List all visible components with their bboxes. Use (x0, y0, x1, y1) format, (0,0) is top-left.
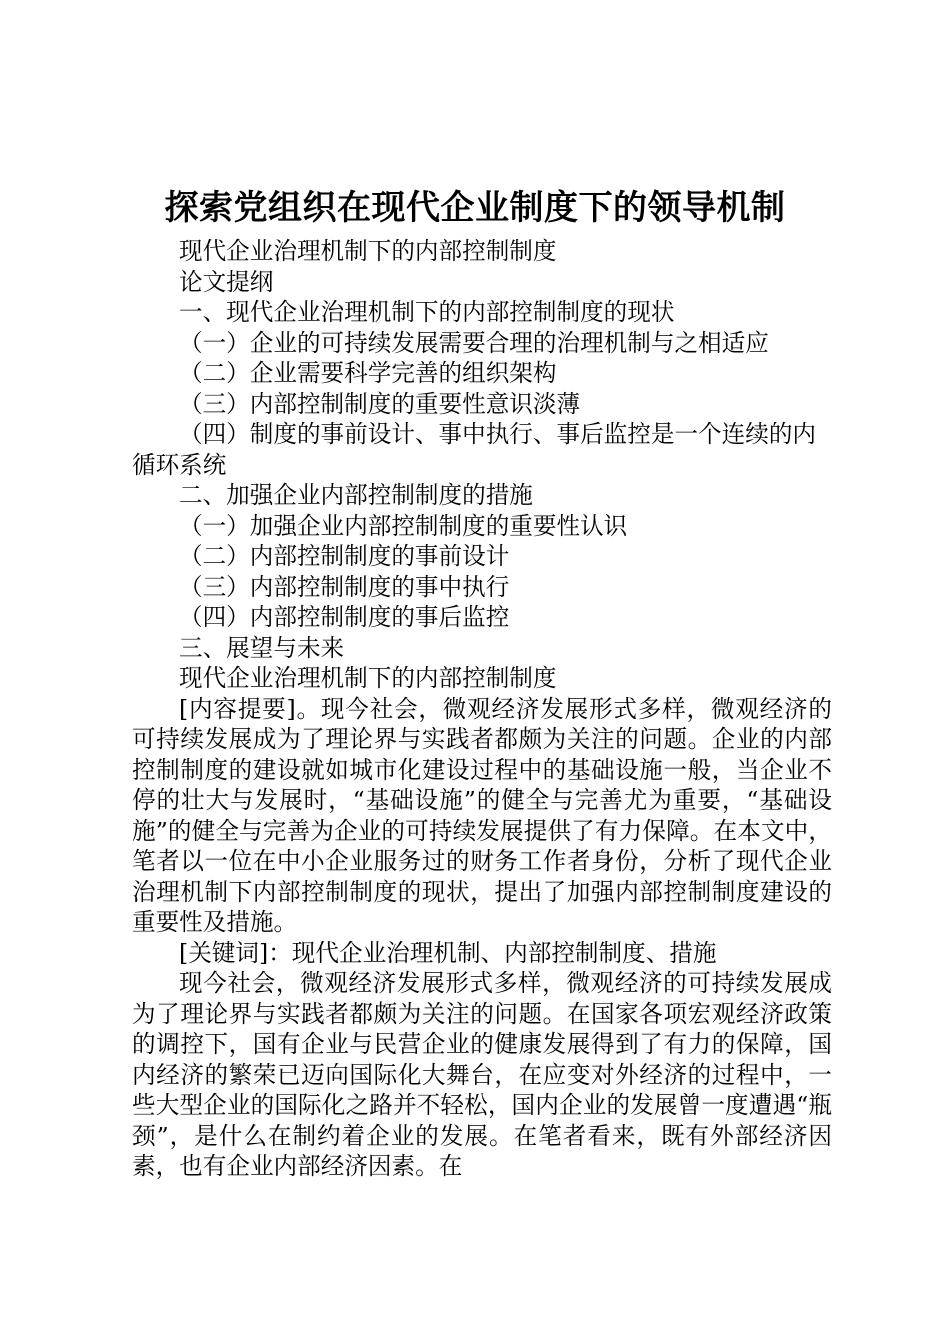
document-body (132, 236, 832, 1182)
outline-item: （四）制度的事前设计、事中执行、事后监控是一个连续的内循环系统 (132, 420, 817, 479)
outline-section-1: 一、现代企业治理机制下的内部控制制度的现状 (179, 298, 675, 326)
outline-item: （四）内部控制制度的事后监控 (179, 603, 510, 631)
outline-item: （二）内部控制制度的事前设计 (179, 542, 510, 570)
outline-section-3: 三、展望与未来 (179, 633, 345, 662)
outline-subtitle: 现代企业治理机制下的内部控制制度 (179, 237, 557, 265)
outline-item: （三）内部控制制度的事中执行 (179, 572, 510, 601)
keywords-paragraph: [关键词]：现代企业治理机制、内部控制制度、措施 (179, 938, 717, 967)
outline-heading: 论文提纲 (179, 267, 274, 296)
outline-item: （一）企业的可持续发展需要合理的治理机制与之相适应 (179, 328, 769, 357)
outline-item: （一）加强企业内部控制制度的重要性认识 (179, 511, 628, 540)
abstract-paragraph: [内容提要]。现今社会，微观经济发展形式多样，微观经济的可持续发展成为了理论界与实践者都颇为关注的问题。企业的内部控制制度的建设就如城市化建设过程中的基础设施一般，当企业不停的壮大与发展时，“基础设施”的健全与完善尤为重要，“基础设施”的健全与完善为企业的可持续发展提供了有力保障。在本文中，笔者以一位在中小企业服务过的财务工作者身份，分析了现代企业治理机制下内部控制制度的现状，提出了加强内部控制制度建设的重要性及措施。 (132, 694, 832, 936)
outline-item: （三）内部控制制度的重要性意识淡薄 (179, 389, 581, 418)
body-paragraph: 现今社会，微观经济发展形式多样，微观经济的可持续发展成为了理论界与实践者都颇为关注的问题。在国家各项宏观经济政策的调控下，国有企业与民营企业的健康发展得到了有力的保障，国内经济的繁荣已迈向国际化大舞台，在应变对外经济的过程中，一些大型企业的国际化之路并不轻松，国内企业的发展曾一度遭遇“瓶颈”，是什么在制约着企业的发展。在笔者看来，既有外部经济因素，也有企业内部经济因素。在 (132, 969, 832, 1180)
paper-outline (132, 236, 832, 663)
outline-section-2: 二、加强企业内部控制制度的措施 (179, 481, 533, 509)
section-title: 现代企业治理机制下的内部控制制度 (179, 664, 557, 692)
document-title: 探索党组织在现代企业制度下的领导机制 (164, 188, 786, 228)
outline-item: （二）企业需要科学完善的组织架构 (179, 359, 557, 387)
